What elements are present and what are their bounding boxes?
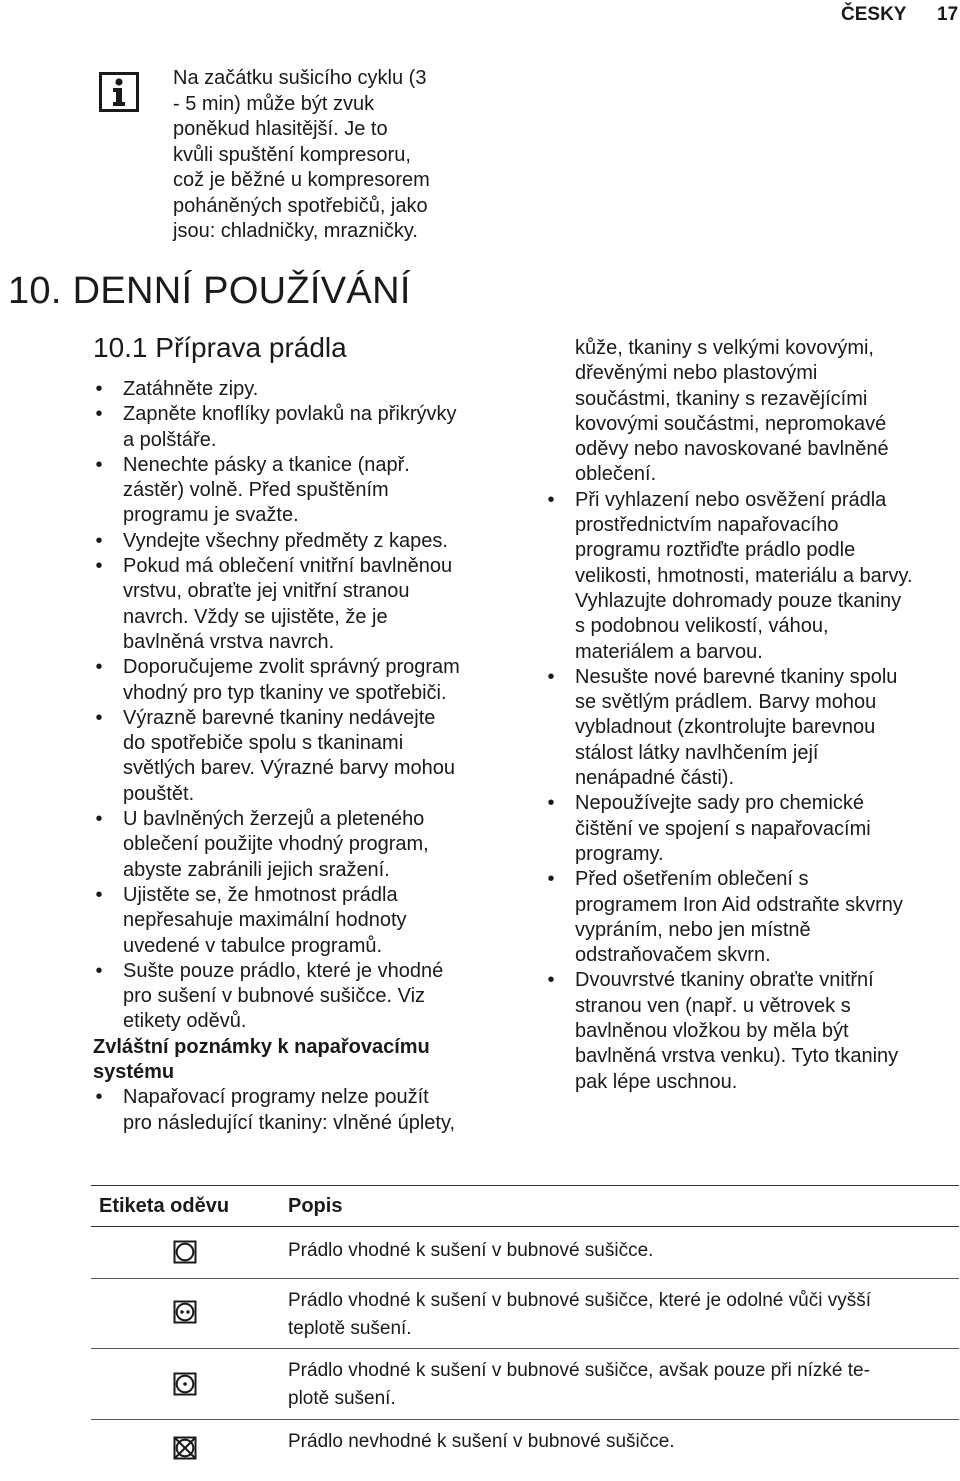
info-line: poháněných spotřebičů, jako xyxy=(173,194,428,217)
list-line: velikosti, hmotnosti, materiálu a barvy. xyxy=(575,564,913,587)
info-line: Na začátku sušicího cyklu (3 xyxy=(173,67,427,89)
list-line: Dvouvrstvé tkaniny obraťte vnitřní xyxy=(575,969,874,992)
list-item xyxy=(93,554,513,655)
list-line: vrstvu, obraťte jej vnitřní stranou xyxy=(123,580,410,603)
description-line: Prádlo vhodné k sušení v bubnové sušičce, avšak pouze při nízké te- xyxy=(288,1360,870,1381)
description-line: Prádlo vhodné k sušení v bubnové sušičce. xyxy=(288,1240,654,1261)
bullet: • xyxy=(95,403,103,426)
list-line: prostřednictvím napařovacího xyxy=(575,514,839,537)
bullet: • xyxy=(95,706,103,729)
list-line: pro následující tkaniny: vlněné úplety, xyxy=(123,1111,456,1134)
list-item xyxy=(93,706,513,807)
special-notes-title xyxy=(93,1035,513,1086)
list-line: Zatáhněte zipy. xyxy=(123,378,259,400)
left-column xyxy=(93,377,513,1136)
list-line: stranou ven (např. u větrovek s xyxy=(575,994,851,1017)
bullet: • xyxy=(95,959,103,982)
list-line: Vyndejte všechny předměty z kapes. xyxy=(123,529,448,552)
continuation-text xyxy=(545,336,960,488)
info-line: - 5 min) může být zvuk xyxy=(173,92,375,115)
list-line: Před ošetřením oblečení s xyxy=(575,868,809,891)
bullet: • xyxy=(95,555,103,578)
info-icon xyxy=(99,72,139,112)
bullet: • xyxy=(547,868,555,891)
list-line: světlých barev. Výrazné barvy mohou xyxy=(123,757,456,780)
description-line: plotě sušení. xyxy=(288,1388,396,1409)
list-item xyxy=(93,377,513,402)
preparation-list xyxy=(93,377,513,1035)
list-line: nenápadné části). xyxy=(575,767,735,790)
info-line: což je běžné u kompresorem xyxy=(173,169,430,191)
bullet: • xyxy=(95,453,103,476)
info-line: jsou: chladničky, mrazničky. xyxy=(173,220,418,242)
list-line: programem Iron Aid odstraňte skvrny xyxy=(575,893,903,916)
description-line: teplotě sušení. xyxy=(288,1318,412,1339)
table-row xyxy=(91,1279,959,1349)
row-description xyxy=(288,1287,948,1343)
list-line: materiálem a barvou. xyxy=(575,640,763,663)
column-header-description: Popis xyxy=(288,1195,343,1217)
special-title-line: systému xyxy=(93,1061,175,1084)
list-line: Při vyhlazení nebo osvěžení prádla xyxy=(575,488,887,511)
continuation-line: kovovými součástmi, nepromokavé xyxy=(575,412,887,435)
care-label-table xyxy=(91,1185,959,1472)
right-column xyxy=(545,336,960,1095)
list-item xyxy=(93,655,513,706)
list-line: oblečení použijte vhodný program, xyxy=(123,833,429,856)
list-line: Nepoužívejte sady pro chemické xyxy=(575,792,865,815)
tumble-dry-high-heat-icon xyxy=(173,1300,197,1324)
bullet: • xyxy=(547,665,555,688)
description-line: Prádlo vhodné k sušení v bubnové sušičce, které je odolné vůči vyšší xyxy=(288,1290,871,1311)
special-notes-list xyxy=(93,1085,513,1136)
list-line: programu roztřiďte prádlo podle xyxy=(575,539,856,562)
list-line: programu je svažte. xyxy=(123,504,299,527)
special-title-line: Zvláštní poznámky k napařovacímu xyxy=(93,1035,430,1058)
list-item xyxy=(93,807,513,883)
list-line: se světlým prádlem. Barvy mohou xyxy=(575,691,877,714)
row-description xyxy=(288,1357,948,1413)
section-title: 10. DENNÍ POUŽÍVÁNÍ xyxy=(8,270,411,312)
list-line: odstraňovačem skvrn. xyxy=(575,944,771,967)
list-line: Výrazně barevné tkaniny nedávejte xyxy=(123,706,436,729)
list-line: pro sušení v bubnové sušičce. Viz xyxy=(123,985,426,1008)
list-item xyxy=(93,529,513,554)
table-header xyxy=(91,1185,959,1227)
list-line: pak lépe uschnou. xyxy=(575,1070,738,1093)
list-line: Napařovací programy nelze použít xyxy=(123,1086,429,1109)
list-line: vhodný pro typ tkaniny ve spotřebiči. xyxy=(123,681,447,704)
list-item xyxy=(93,402,513,453)
list-line: U bavlněných žerzejů a pleteného xyxy=(123,808,425,831)
tumble-dry-low-heat-icon xyxy=(173,1372,197,1396)
list-line: Pokud má oblečení vnitřní bavlněnou xyxy=(123,555,453,578)
list-item xyxy=(93,959,513,1035)
bullet: • xyxy=(95,529,103,552)
list-line: etikety oděvů. xyxy=(123,1010,247,1033)
continuation-line: oblečení. xyxy=(575,463,657,486)
continuation-line: součástmi, tkaniny s rezavějícími xyxy=(575,387,868,410)
list-line: vypráním, nebo jen místně xyxy=(575,918,811,941)
bullet: • xyxy=(95,1086,103,1109)
tumble-dry-icon xyxy=(173,1240,197,1264)
bullet: • xyxy=(547,969,555,992)
list-line: čištění ve spojení s napařovacími xyxy=(575,817,871,840)
info-note xyxy=(173,66,473,245)
info-line: kvůli spuštění kompresoru, xyxy=(173,143,411,166)
list-item xyxy=(93,1085,513,1136)
list-item xyxy=(545,665,960,791)
list-item xyxy=(545,968,960,1094)
language-label: ČESKY xyxy=(841,4,907,25)
row-description xyxy=(288,1237,948,1265)
list-line: Ujistěte se, že hmotnost prádla xyxy=(123,883,398,906)
steam-notes-list xyxy=(545,488,960,1095)
bullet: • xyxy=(547,488,555,511)
list-line: zástěr) volně. Před spuštěním xyxy=(123,479,389,502)
row-description xyxy=(288,1428,948,1456)
table-row xyxy=(91,1420,959,1472)
list-item xyxy=(545,791,960,867)
table-row xyxy=(91,1349,959,1420)
list-item xyxy=(93,453,513,529)
list-line: Zapněte knoflíky povlaků na přikrývky xyxy=(123,403,457,426)
list-line: do spotřebiče spolu s tkaninami xyxy=(123,732,404,755)
list-line: programy. xyxy=(575,842,664,865)
list-line: Nenechte pásky a tkanice (např. xyxy=(123,453,410,476)
list-line: Nesušte nové barevné tkaniny spolu xyxy=(575,665,898,688)
description-line: Prádlo nevhodné k sušení v bubnové sušičce. xyxy=(288,1431,675,1452)
list-line: a polštáře. xyxy=(123,428,217,451)
continuation-line: kůže, tkaniny s velkými kovovými, xyxy=(575,337,874,359)
info-line: poněkud hlasitější. Je to xyxy=(173,118,388,140)
list-line: nepřesahuje maximální hodnoty xyxy=(123,909,407,932)
page-header xyxy=(0,0,960,30)
continuation-line: dřevěnými nebo plastovými xyxy=(575,362,818,385)
list-line: uvedené v tabulce programů. xyxy=(123,934,383,957)
list-line: vybladnout (zkontrolujte barevnou xyxy=(575,716,876,739)
bullet: • xyxy=(95,378,103,400)
page-number: 17 xyxy=(937,4,959,25)
list-line: stálost látky navlhčením její xyxy=(575,741,819,764)
subsection-title: 10.1 Příprava prádla xyxy=(93,332,347,363)
list-line: abyste zabránili jejich sražení. xyxy=(123,858,390,881)
bullet: • xyxy=(95,883,103,906)
list-line: bavlněná vrstva navrch. xyxy=(123,630,335,653)
bullet: • xyxy=(95,808,103,831)
list-line: Doporučujeme zvolit správný program xyxy=(123,656,460,679)
list-line: Sušte pouze prádlo, které je vhodné xyxy=(123,959,444,982)
list-item xyxy=(545,867,960,968)
do-not-tumble-dry-icon xyxy=(173,1436,197,1460)
list-line: pouštět. xyxy=(123,782,195,805)
bullet: • xyxy=(547,792,555,815)
list-line: s podobnou velikostí, váhou, xyxy=(575,615,829,638)
list-item xyxy=(545,488,960,665)
list-line: bavlněnou vložkou by měla být xyxy=(575,1020,849,1043)
list-line: navrch. Vždy se ujistěte, že je xyxy=(123,605,388,628)
list-line: Vyhlazujte dohromady pouze tkaniny xyxy=(575,589,902,612)
list-line: bavlněná vrstva venku). Tyto tkaniny xyxy=(575,1045,899,1068)
column-header-label: Etiketa oděvu xyxy=(99,1195,230,1217)
table-row xyxy=(91,1227,959,1279)
continuation-line: oděvy nebo navoskované bavlněné xyxy=(575,438,889,461)
bullet: • xyxy=(95,656,103,679)
list-item xyxy=(93,883,513,959)
